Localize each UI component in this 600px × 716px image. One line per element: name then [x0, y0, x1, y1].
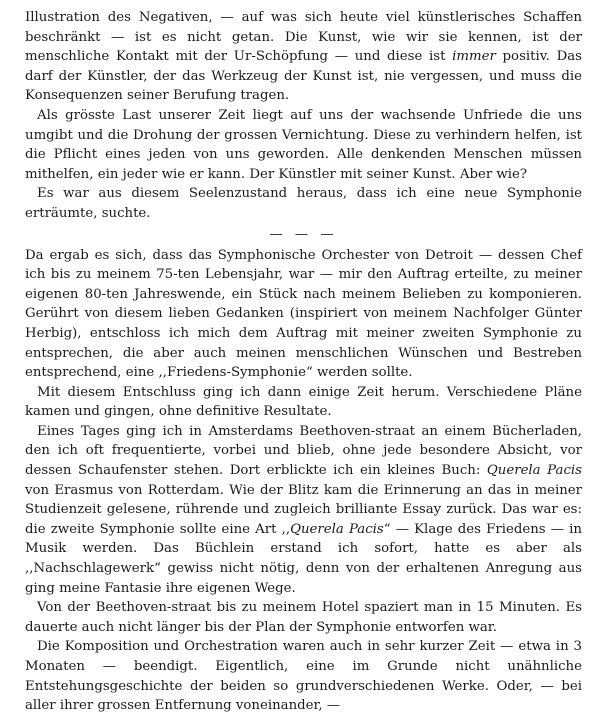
paragraph-illustration [25, 8, 582, 106]
paragraph-detroit-orchestra: Da ergab es sich, dass das Symphonische Orchester von Detroit — dessen Chef ich bis zu meinem 75-ten Lebensjahr, war — mir den Auftrag erteilte, zu meiner eigenen 80-ten Jahreswende, ein Stück nach meinem Belieben zu komponieren. Gerührt von diesem lieben Gedanken (inspiriert von meinem Nachfolger Günter Herbig), entschloss ich mich dem Auftrag mit meiner zweiten Symphonie zu entsprechen, die aber auch meinen menschlichen Wünschen und Bestreben entsprechend, eine ,,Friedens-Symphonie“ werden sollte. [25, 247, 582, 381]
paragraph-decision: Mit diesem Entschluss ging ich dann einige Zeit herum. Verschiedene Pläne kamen und gingen, ohne definitive Resultate. [25, 384, 582, 420]
paragraph-text: “ — Klage des Friedens — in Musik werden. Das Büchlein erstand ich sofort, hatte es aber als ,,Nachschlagewerk“ gewiss nicht nötig, denn von der erhaltenen Anregung aus ging meine Fantasie ihre eigenen Wege. [25, 521, 582, 596]
paragraph-state-of-mind: Es war aus diesem Seelenzustand heraus, dass ich eine neue Symphonie erträumte, suchte. [25, 186, 582, 221]
paragraph-walk-to-hotel: Von der Beethoven-straat bis zu meinem Hotel spaziert man in 15 Minuten. Es dauerte auch nicht länger bis der Plan der Symphonie entworfen war. [25, 600, 582, 635]
paragraph-text: von Erasmus von Rotterdam. Wie der Blitz kam die Erinnerung an das in meiner Studienzeit gelesene, rührende und zugleich brilliante Essay zurück. Das war es: die zweite Symphonie sollte eine Art ,, [25, 482, 582, 537]
paragraph-bookshop [25, 422, 582, 598]
paragraph-last-of-our-time: Als grösste Last unserer Zeit liegt auf uns der wachsende Unfriede die uns umgibt und die Drohung der grossen Vernichtung. Diese zu verhindern helfen, ist die Pflicht eines jeden von uns geworden. Alle denkenden Menschen müssen mithelfen, ein jeder wie er kann. Der Künstler mit seiner Kunst. Aber wie? [25, 107, 582, 182]
paragraph-text: Eines Tages ging ich in Amsterdams Beethoven-straat an einem Bücherladen, den ich oft frequentierte, vorbei und blieb, ohne jede besondere Absicht, vor dessen Schaufenster stehen. Dort erblickte ich ein kleines Buch: [25, 423, 582, 479]
emphasis-immer: immer [452, 49, 496, 65]
section-separator: — — — [269, 226, 338, 242]
paragraph-text: positiv. Das darf der Künstler, der das Werkzeug der Kunst ist, nie vergessen, und muss die Konsequenzen seiner Berufung tragen. [25, 49, 582, 104]
paragraph-composition: Die Komposition und Orchestration waren auch in sehr kurzer Zeit — etwa in 3 Monaten — beendigt. Eigentlich, eine im Grunde nicht unähnliche Entstehungsgeschichte der beiden so grundverschiedenen Werke. Oder, — bei aller ihrer grossen Entfernung voneinander, — [25, 639, 582, 714]
book-title-querela-pacis: Querela Pacis [486, 463, 582, 479]
title-querela-pacis-quote: Querela Pacis [290, 521, 384, 537]
paragraph-text: Illustration des Negativen, — auf was sich heute viel künstlerisches Schaffen beschränkt — ist es nicht getan. Die Kunst, wie wir sie kennen, ist der menschliche Kontakt mit der Ur-Schöpfung — und diese ist [25, 10, 582, 65]
